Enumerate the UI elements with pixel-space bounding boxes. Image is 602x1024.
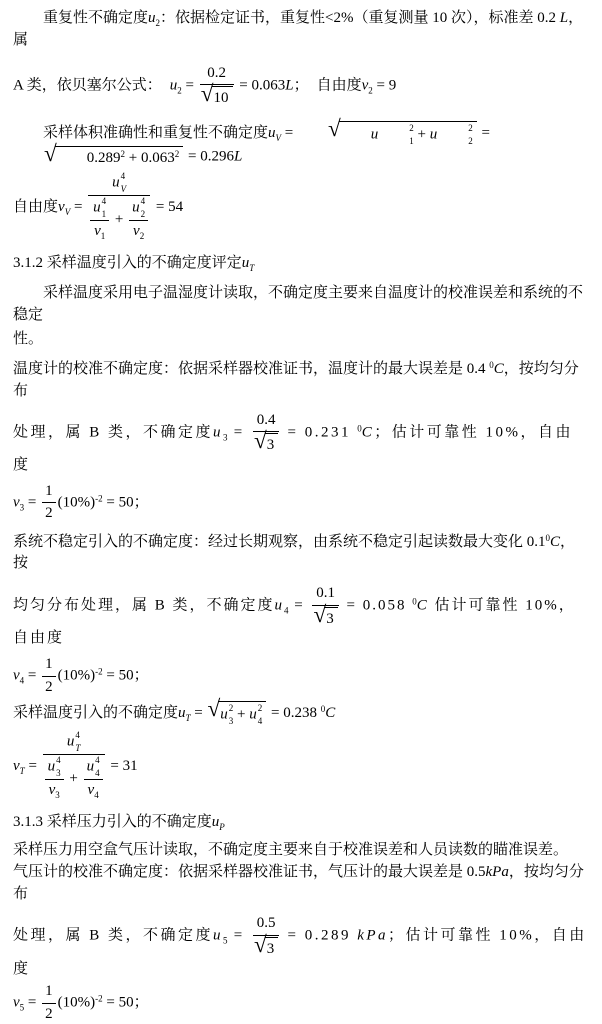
radical-icon: √ <box>327 116 341 143</box>
math-variable: u <box>211 813 220 830</box>
math-variable: u <box>220 706 228 723</box>
math-subscript: 1 <box>100 231 106 242</box>
text-run: + 0.063 <box>125 150 175 167</box>
math-variable: u <box>241 254 250 271</box>
text-run: 3 <box>326 610 334 627</box>
math-fraction <box>312 584 338 628</box>
math-superscript: 4 <box>75 730 80 741</box>
text-run: = 0.231 <box>281 424 358 441</box>
math-variable: L <box>233 148 243 165</box>
text-run: 均匀分布处理，属 B 类，不确定度 <box>13 597 275 614</box>
text-run: 性。 <box>13 331 44 348</box>
math-superscript: 2 <box>174 149 180 160</box>
text-run: + <box>111 211 128 228</box>
math-variable: u <box>148 10 156 26</box>
math-variable: C <box>325 705 336 722</box>
text-run: 采样温度采用电子温湿度计读取，不确定度主要来自温度计的校准误差和系统的不稳定 <box>13 284 584 323</box>
text-run: 1 <box>45 656 53 673</box>
math-variable: u <box>213 927 224 944</box>
text-run: = <box>181 77 198 94</box>
math-fraction <box>45 756 64 802</box>
radicand <box>324 607 338 629</box>
radical-icon: √ <box>253 931 267 958</box>
math-superscript: -2 <box>95 493 103 504</box>
math-supsub <box>258 704 263 726</box>
heading-3-1-3 <box>13 812 590 834</box>
text-run: = <box>288 597 311 614</box>
math-supsub <box>379 124 414 146</box>
fraction-numerator <box>90 197 109 221</box>
text-run: 2 <box>45 678 53 695</box>
math-supsub <box>75 731 80 753</box>
u5-formula-line <box>13 914 590 980</box>
math-variable: ν <box>58 198 65 215</box>
fraction-denominator <box>42 1004 56 1024</box>
math-variable: u <box>132 199 140 216</box>
fraction-denominator <box>200 81 234 108</box>
radicand <box>212 86 233 108</box>
math-fraction <box>84 756 103 802</box>
text-run: 1 <box>45 983 53 1000</box>
text-run: 3.1.3 采样压力引入的不确定度 <box>13 813 212 830</box>
text-run: 温度计的校准不确定度：依据采样器校准证书，温度计的最大误差是 0.4 <box>13 361 490 378</box>
math-subscript: P <box>219 822 225 833</box>
math-superscript: 2 <box>228 703 234 714</box>
math-variable: u <box>93 199 101 216</box>
math-variable: u <box>274 597 285 614</box>
math-variable: u <box>169 77 178 94</box>
math-subscript: 5 <box>223 935 228 946</box>
math-fraction <box>253 914 279 958</box>
text-run: 自由度 <box>13 198 59 215</box>
text-run: 自由度 <box>316 77 362 94</box>
fraction-denominator <box>42 677 56 698</box>
math-fraction <box>88 172 150 243</box>
text-run: 0.2 <box>207 64 226 81</box>
math-variable: ν <box>13 667 20 684</box>
math-variable: L <box>559 10 569 26</box>
math-supsub <box>438 124 473 146</box>
math-subscript: 2 <box>155 18 161 29</box>
volume-combined-uncertainty-formula <box>13 116 590 168</box>
text-run: 处理，属 B 类，不确定度 <box>13 927 214 944</box>
text-run: + <box>233 706 250 723</box>
text-run: 估计可靠性 10%，自由度 <box>13 597 576 647</box>
temperature-paragraph-line-1 <box>13 283 590 327</box>
radical-icon: √ <box>207 696 221 723</box>
math-subscript: T <box>249 262 255 273</box>
pressure-paragraph-line <box>13 840 590 862</box>
radicand <box>265 433 279 455</box>
math-variable: ν <box>87 782 95 799</box>
text-run: = <box>24 994 41 1011</box>
math-variable: u <box>47 758 56 775</box>
math-fraction <box>200 64 234 108</box>
math-superscript: 4 <box>95 755 100 766</box>
temperature-combined-uncertainty-formula <box>13 696 590 727</box>
repeatability-uncertainty-intro <box>13 8 590 52</box>
math-superscript: -2 <box>95 993 103 1004</box>
text-run: = 0.058 <box>340 597 413 614</box>
text-run: (10%) <box>57 494 96 511</box>
text-run: = 0.063 <box>235 77 286 94</box>
fraction-denominator <box>43 755 105 802</box>
fraction-numerator <box>129 197 148 221</box>
math-superscript: 0 <box>412 596 417 607</box>
v3-formula-line <box>13 482 590 524</box>
math-variable: C <box>550 533 561 550</box>
math-sqrt <box>253 931 278 959</box>
radical-icon: √ <box>44 141 57 168</box>
math-fraction <box>43 731 105 802</box>
math-supsub <box>95 756 100 778</box>
math-variable: u <box>370 126 379 143</box>
math-variable: C <box>416 597 429 614</box>
v5-formula-line <box>13 982 590 1024</box>
math-variable: ν <box>13 758 20 775</box>
math-subscript: 5 <box>19 1002 25 1013</box>
math-subscript: 3 <box>228 716 234 727</box>
text-run: = 0.238 <box>267 705 321 722</box>
math-variable: kPa <box>485 863 509 880</box>
math-sqrt <box>253 428 278 455</box>
volume-degrees-of-freedom-formula <box>13 172 590 243</box>
radical-icon: √ <box>200 81 214 108</box>
text-run: ； <box>293 77 309 94</box>
math-variable: u <box>429 126 438 143</box>
math-subscript: 2 <box>139 231 145 242</box>
system-instability-line <box>13 532 590 576</box>
math-fraction <box>253 411 279 455</box>
radicand <box>265 937 279 959</box>
text-run: 气压计的校准不确定度：依据采样器校准证书，气压计的最大误差是 0.5 <box>13 863 486 880</box>
fraction-numerator <box>84 756 103 780</box>
text-run: = <box>190 705 207 722</box>
text-run: = <box>477 125 490 142</box>
text-run: 10 <box>213 90 229 107</box>
fraction-denominator <box>253 931 279 959</box>
text-run: + <box>413 126 430 143</box>
math-subscript: T <box>185 713 191 724</box>
math-variable: ν <box>48 782 56 799</box>
math-variable: u <box>268 125 276 142</box>
barometer-calibration-line <box>13 862 590 906</box>
text-run: (10%) <box>57 994 96 1011</box>
math-subscript: T <box>75 743 81 754</box>
text-run: 0.5 <box>256 915 276 932</box>
fraction-numerator <box>45 756 64 780</box>
fraction-numerator <box>42 482 56 504</box>
math-sqrt <box>313 601 337 629</box>
text-run: 处理，属 B 类，不确定度 <box>13 424 214 441</box>
fraction-denominator <box>90 221 109 243</box>
heading-3-1-2 <box>13 253 590 275</box>
text-run: 0.4 <box>256 411 276 428</box>
math-variable: ν <box>361 77 369 94</box>
math-fraction <box>42 982 56 1024</box>
text-run: 重复性不确定度 <box>43 10 149 26</box>
math-superscript: 4 <box>120 171 126 182</box>
fraction-denominator <box>88 196 150 243</box>
math-subscript: 1 <box>101 209 107 220</box>
fraction-denominator <box>312 601 338 629</box>
text-run: 2 <box>45 505 53 522</box>
radicand <box>218 701 266 726</box>
math-supsub <box>102 197 107 219</box>
math-variable: u <box>66 733 75 750</box>
math-subscript: 3 <box>19 502 25 513</box>
math-fraction <box>42 655 56 697</box>
math-subscript: 4 <box>257 716 263 727</box>
bessel-formula-line <box>13 64 590 108</box>
text-run: ，按均匀分布 <box>13 361 579 399</box>
fraction-denominator <box>84 780 103 802</box>
math-subscript: 2 <box>368 85 373 96</box>
math-sqrt <box>207 696 267 727</box>
text-run: = <box>227 424 251 441</box>
math-variable: L <box>285 77 294 94</box>
math-subscript: 3 <box>223 432 228 443</box>
text-run: ，属 <box>13 10 584 49</box>
text-run: 2 <box>45 1005 53 1022</box>
text-run: = 9 <box>372 77 397 94</box>
math-variable: ν <box>13 994 20 1011</box>
math-superscript: 0 <box>545 532 551 543</box>
text-run: 1 <box>45 482 53 499</box>
math-sqrt <box>298 116 477 147</box>
text-run: ，按 <box>13 533 576 572</box>
fraction-numerator <box>43 731 105 755</box>
text-run: ；估计可靠性 10%，自由度 <box>13 927 587 977</box>
v4-formula-line <box>13 655 590 697</box>
text-run: = 0.296 <box>184 148 234 165</box>
math-variable: u <box>86 758 95 775</box>
fraction-denominator <box>129 221 148 243</box>
math-supsub <box>121 172 127 194</box>
math-subscript: T <box>19 766 25 777</box>
math-superscript: 2 <box>120 149 126 160</box>
u4-formula-line <box>13 584 590 650</box>
math-subscript: V <box>275 133 282 144</box>
math-variable: ν <box>13 494 20 511</box>
text-run: 采样体积准确性和重复性不确定度 <box>43 125 269 142</box>
math-superscript: 4 <box>101 196 107 207</box>
fraction-denominator <box>45 780 64 802</box>
math-subscript: 4 <box>95 768 100 779</box>
math-variable: u <box>112 174 120 191</box>
radical-icon: √ <box>253 428 267 455</box>
fraction-numerator <box>88 172 150 196</box>
math-subscript: 3 <box>55 790 60 801</box>
math-supsub <box>56 756 61 778</box>
math-subscript: 3 <box>56 768 61 779</box>
math-superscript: 4 <box>140 196 146 207</box>
text-run: 采样压力用空盒气压计读取，不确定度主要来自于校准误差和人员读数的瞄准误差。 <box>13 842 569 859</box>
text-run: = 31 <box>106 758 138 775</box>
text-run: = <box>70 198 87 215</box>
text-run: 系统不稳定引入的不确定度：经过长期观察，由系统不稳定引起读数最大变化 0.1 <box>13 533 546 550</box>
math-subscript: 2 <box>177 85 182 96</box>
temperature-paragraph-line-2 <box>13 329 590 351</box>
math-sqrt <box>200 81 233 108</box>
text-run: = 0.289 <box>281 927 358 944</box>
text-run: = <box>24 758 41 775</box>
text-run: 0.1 <box>316 585 335 602</box>
math-fraction <box>42 482 56 524</box>
text-run: = <box>281 125 297 142</box>
math-subscript: 4 <box>94 790 99 801</box>
text-run: = 50； <box>102 494 149 511</box>
math-superscript: 0 <box>489 360 494 371</box>
thermometer-calibration-line <box>13 359 590 403</box>
radical-icon: √ <box>313 601 327 628</box>
math-superscript: 4 <box>56 755 61 766</box>
text-run: 0.289 <box>86 150 121 167</box>
math-superscript: 0 <box>357 423 362 434</box>
math-subscript: V <box>64 207 71 218</box>
text-run: 3 <box>266 437 275 454</box>
math-subscript: 1 <box>409 136 414 147</box>
math-superscript: -2 <box>95 666 103 677</box>
math-subscript: 2 <box>140 209 146 220</box>
text-run: 3 <box>266 940 275 957</box>
math-variable: u <box>178 705 186 722</box>
fraction-denominator <box>42 503 56 524</box>
math-variable: kPa <box>357 927 389 944</box>
text-run: = 54 <box>152 198 184 215</box>
text-run: = <box>227 927 251 944</box>
math-sqrt <box>14 141 183 168</box>
math-subscript: 2 <box>468 136 473 147</box>
text-run: = 50； <box>102 994 149 1011</box>
math-fraction <box>90 197 109 243</box>
math-subscript: 4 <box>284 605 289 616</box>
math-variable: u <box>213 424 224 441</box>
text-run: = <box>24 494 41 511</box>
math-variable: C <box>361 424 375 441</box>
math-superscript: 2 <box>409 123 414 134</box>
math-superscript: 0 <box>320 704 326 715</box>
u3-formula-line <box>13 411 590 477</box>
math-variable: ν <box>133 223 140 240</box>
math-variable: u <box>249 706 257 723</box>
math-subscript: V <box>120 184 127 195</box>
text-run: ；估计可靠性 10%，自由度 <box>13 424 573 473</box>
math-superscript: 2 <box>468 123 473 134</box>
text-run: (10%) <box>57 667 96 684</box>
text-run: ，按均匀分布 <box>13 863 584 902</box>
radicand <box>55 146 183 168</box>
math-subscript: 4 <box>19 675 25 686</box>
text-run: 采样温度引入的不确定度 <box>13 705 179 722</box>
fraction-denominator <box>253 428 279 455</box>
math-variable: C <box>493 361 504 378</box>
text-run: + <box>65 770 82 787</box>
text-run: ：依据检定证书，重复性<2%（重复测量 10 次），标准差 0.2 <box>160 10 560 26</box>
radicand <box>339 121 477 146</box>
text-run: = 50； <box>102 667 149 684</box>
text-run: A 类，依贝塞尔公式： <box>13 77 162 94</box>
fraction-numerator <box>42 655 56 677</box>
fraction-numerator <box>253 914 279 936</box>
math-variable: ν <box>94 223 101 240</box>
fraction-numerator <box>42 982 56 1004</box>
math-superscript: 2 <box>257 703 263 714</box>
text-run: = <box>24 667 41 684</box>
text-run: 3.1.2 采样温度引入的不确定度评定 <box>13 254 242 271</box>
math-supsub <box>141 197 146 219</box>
math-fraction <box>129 197 148 243</box>
temperature-degrees-of-freedom-formula <box>13 731 590 802</box>
